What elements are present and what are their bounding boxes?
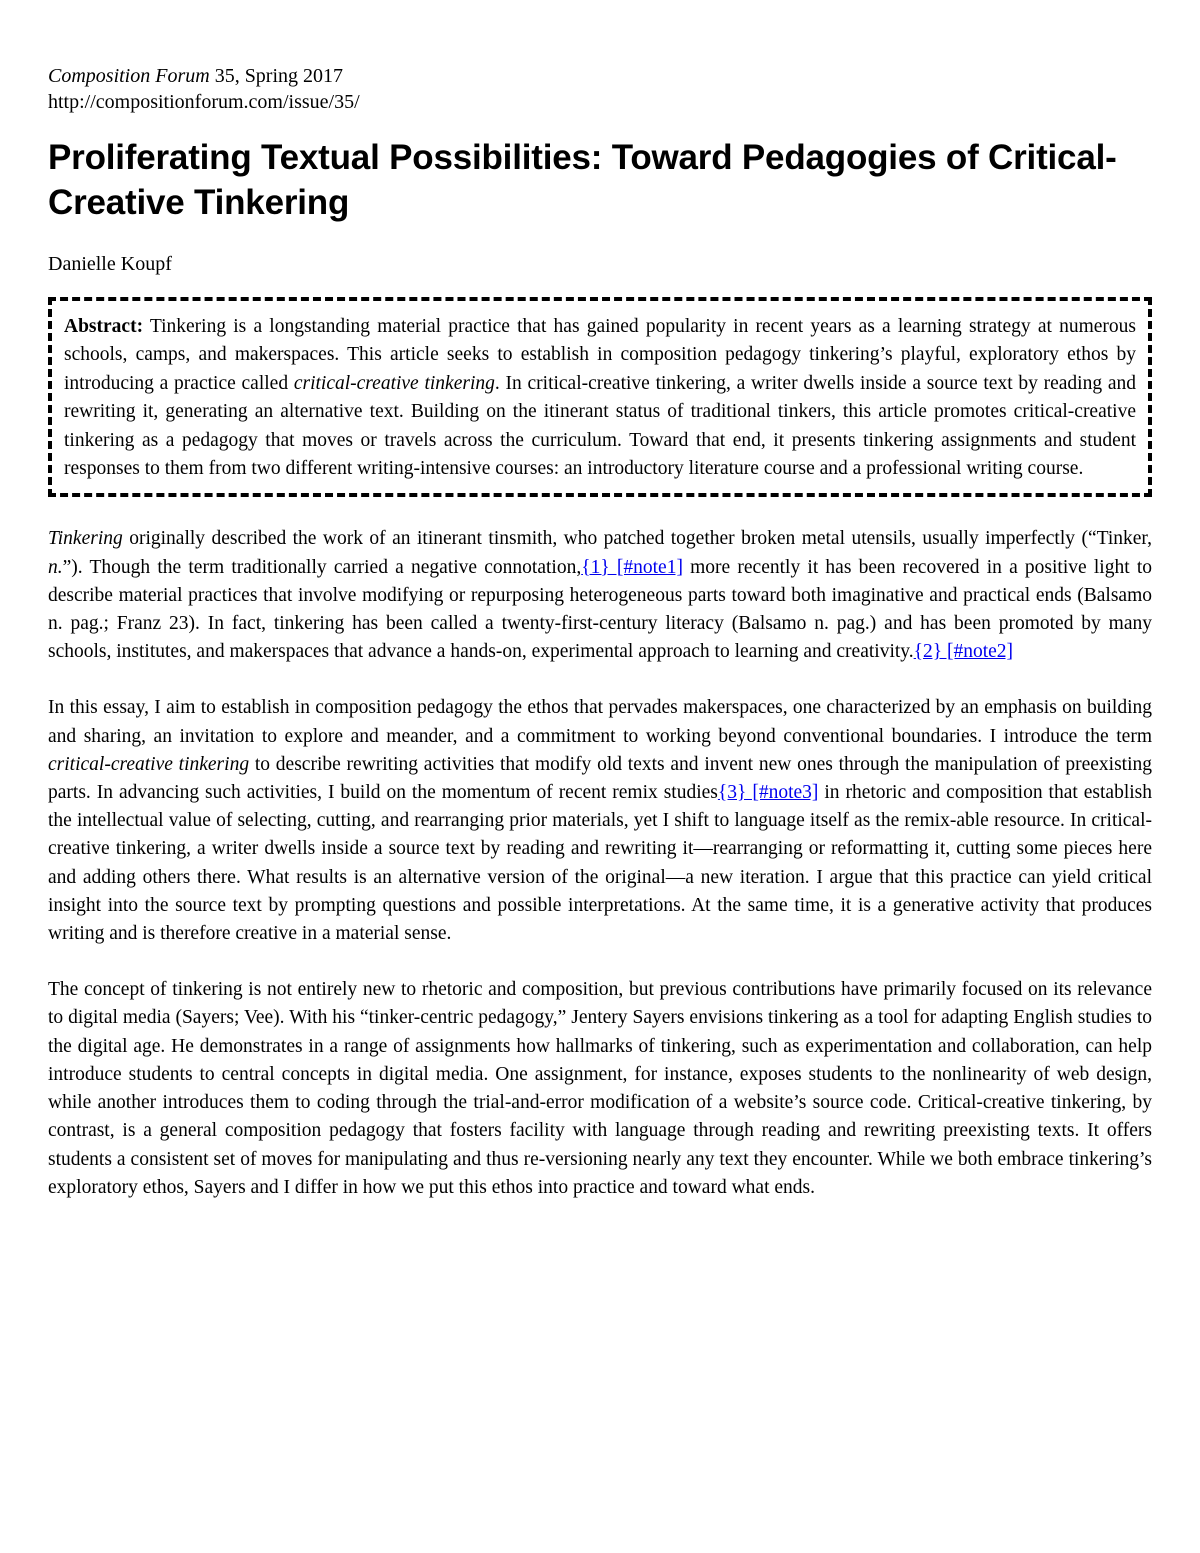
p2-text-c: in rhetoric and composition that establish the intellectual value of selecting, cutting, and rearranging prior materials, yet I shift to language itself as the remix-able resource. In critical-creative tinkering, a writer dwells inside a source text by reading and rewriting it—rearranging or reformatting it, cutting some pieces here and adding others there. What results is an alternative version of the original—a new iteration. I argue that this practice can yield critical insight into the source text by prompting questions and possible interpretations. At the same time, it is a generative activity that produces writing and is therefore creative in a material sense.: [48, 782, 1152, 945]
p2-text-a: In this essay, I aim to establish in composition pedagogy the ethos that pervades makerspaces, one characterized by an emphasis on building and sharing, an invitation to explore and meander, and a commitment to working beyond conventional boundaries. I introduce the term: [48, 697, 1152, 747]
abstract-label: Abstract:: [64, 316, 144, 337]
abstract-text-after: . In critical-creative tinkering, a writer dwells inside a source text by reading and rewriting it, generating an alternative text. Building on the itinerant status of traditional tinkers, this article promotes critical-creative tinkering as a pedagogy that moves or travels across the curriculum. Toward that end, it presents tinkering assignments and student responses to them from two different writing-intensive courses: an introductory literature course and a professional writing course.: [64, 372, 1136, 480]
p1-noun-abbrev: n.: [48, 556, 63, 578]
body-paragraph-2: [48, 694, 1152, 948]
footnote-link-1[interactable]: {1} [#note1]: [581, 556, 683, 578]
abstract-text-before: Tinkering is a longstanding material practice that has gained popularity in recent years as a learning strategy at numerous schools, camps, and makerspaces. This article seeks to establish in composition pedagogy tinkering’s playful, exploratory ethos by introducing a practice called: [64, 316, 1136, 394]
p1-text-c: more recently it has been recovered in a positive light to describe material practices that involve modifying or repurposing heterogeneous parts toward both imaginative and practical ends (Balsamo n. pag.; Franz 23). In fact, tinkering has been called a twenty-first-century literacy (Balsamo n. pag.) and has been promoted by many schools, institutes, and makerspaces that advance a hands-on, experimental approach to learning and creativity.: [48, 556, 1152, 663]
journal-issue: 35, Spring 2017: [209, 65, 344, 87]
footnote-link-3[interactable]: {3} [#note3]: [717, 782, 819, 804]
p1-text-b: ”). Though the term traditionally carried a negative connotation,: [62, 556, 582, 578]
abstract-box: [48, 297, 1152, 497]
article-title: Proliferating Textual Possibilities: Toward Pedagogies of Critical-Creative Tinkering: [48, 138, 1117, 222]
issue-url: http://compositionforum.com/issue/35/: [48, 91, 360, 113]
footnote-link-2[interactable]: {2} [#note2]: [913, 641, 1014, 663]
body-paragraph-1: [48, 525, 1152, 666]
author-name: Danielle Koupf: [48, 253, 172, 275]
p1-term: Tinkering: [48, 528, 123, 550]
journal-citation: [48, 62, 1152, 90]
body-paragraph-3: The concept of tinkering is not entirely new to rhetoric and composition, but previous contributions have primarily focused on its relevance to digital media (Sayers; Vee). With his “tinker-centric pedagogy,” Jentery Sayers envisions tinkering as a tool for adapting English studies to the digital age. He demonstrates in a range of assignments how hallmarks of tinkering, such as experimentation and collaboration, can help introduce students to central concepts in digital media. One assignment, for instance, exposes students to the nonlinearity of web design, while another introduces them to coding through the trial-and-error modification of a website’s source code. Critical-creative tinkering, by contrast, is a general composition pedagogy that fosters facility with language through reading and rewriting preexisting texts. It offers students a consistent set of moves for manipulating and thus re-versioning nearly any text they encounter. While we both embrace tinkering’s exploratory ethos, Sayers and I differ in how we put this ethos into practice and toward what ends.: [48, 979, 1152, 1198]
journal-name: Composition Forum: [48, 65, 210, 87]
p2-term: critical-creative tinkering: [48, 753, 250, 775]
abstract-term: critical-creative tinkering: [293, 372, 495, 394]
p1-text-a: originally described the work of an itinerant tinsmith, who patched together broken metal utensils, usually imperfectly (“Tinker,: [122, 528, 1152, 550]
document-page: [48, 62, 1152, 1202]
p2-text-b: to describe rewriting activities that modify old texts and invent new ones through the manipulation of preexisting parts. In advancing such activities, I build on the momentum of recent remix studies: [48, 753, 1153, 804]
